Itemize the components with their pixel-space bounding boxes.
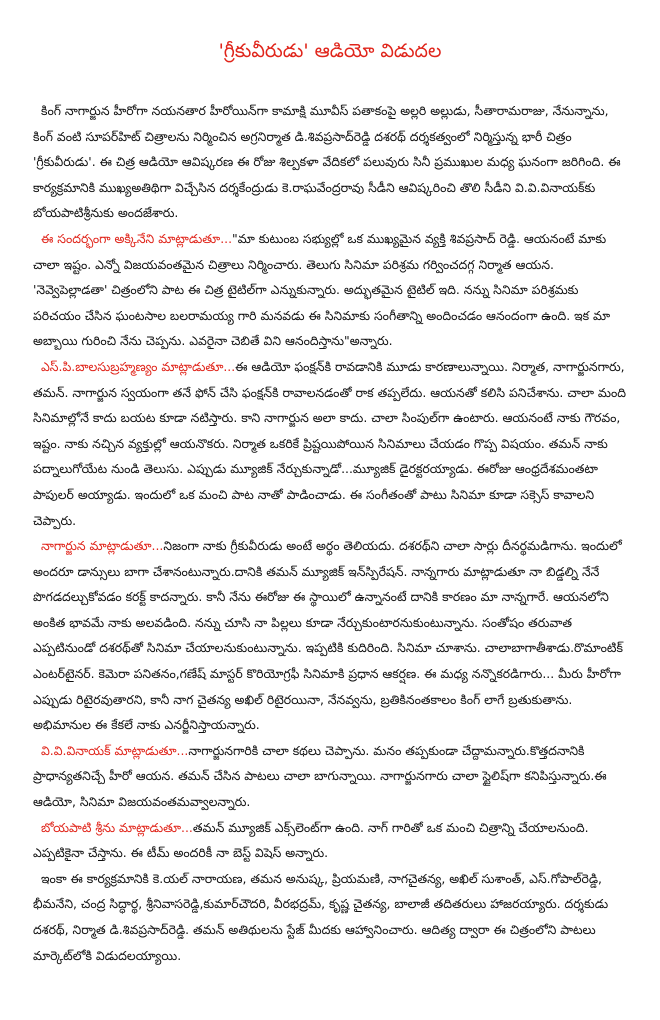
paragraph-text: నిజంగా నాకు గ్రీకువీరుడు అంటే అర్థం తెలియదు. దశరథ్‌ని చాలా సార్లు దీనర్థమడిగాను. ఇందులో అందరూ డాన్సులు బాగా చేశానంటున్నారు.దానికి తమన్ మ్యూజిక్ ఇన్‌స్పిరేషన్. నాన్నగారు మాట్లాడుతూ నా బిడ్డల్ని నేనే పొగడదల్చుకోవడం కరక్ట్ కాదన్నారు. కానీ నేను ఈరోజు ఈ స్థాయిలో ఉన్నానంటే దానికి కారణం మా నాన్నగారే. ఆయనలోని అంకిత భావమే నాకు అలవడింది. నన్ను చూసి నా పిల్లలు కూడా నేర్చుకుంటారనుకుంటున్నాను. సంతోషం తరువాత ఎప్పటినుండో దశరథ్‌తో సినిమా చేయాలనుకుంటున్నాను. ఇప్పటికి కుదిరింది. సినిమా చూశాను. చాలాబాగాతీశాడు.రొమాంటిక్ ఎంటర్‌టైనర్. కెమెరా పనితనం,గణేష్ మాస్టర్ కొరియోగ్రఫీ సినిమాకి ప్రధాన ఆకర్షణ. ఈ మధ్య నన్నొకరడిగారు... మీరు హీరోగా ఎప్పుడు రిటైరవుతారని, కానీ నాగ చైతన్య అఖిల్ రిటైరయినా, నేనవ్వను, బ్రతికినంతకాలం కింగ్ లాగే బ్రతుకుతాను. అభిమానుల ఈ కేకలే నాకు ఎనర్జీనిస్తాయన్నారు.: [33, 538, 623, 733]
paragraph-text: "మా కుటుంబ సభ్యుల్లో ఒక ముఖ్యమైన వ్యక్తి శివప్రసాద్ రెడ్డి. ఆయనంటే మాకు చాలా ఇష్టం. ఎన్నో విజయవంతమైన చిత్రాలు నిర్మించారు. తెలుగు సినిమా పరిశ్రమ గర్వించదగ్గ నిర్మాత ఆయన. 'నెవ్వెపెల్లాడతా' చిత్రంలోని పాట ఈ చిత్ర టైటిల్‌గా ఎన్నుకున్నారు. అద్భుతమైన టైటిల్ ఇది. నన్ను సినిమా పరిశ్రమకు పరిచయం చేసిన ఘంటసాల బలరామయ్య గారి మనవడు ఈ సినిమాకు సంగీతాన్ని అందించడం ఆనందంగా ఉంది. ఇక మా అబ్బాయి గురించి నేను చెప్పను. ఎవరైనా చెబితే విని ఆనందిస్తాను"అన్నారు.: [33, 230, 611, 349]
paragraph-text: తమన్ మ్యూజిక్ ఎక్స్‌లెంట్‌గా ఉంది. నాగ్ గారితో ఒక మంచి చిత్రాన్ని చేయాలనుంది. ఎప్పటికైనా చేస్తాను. ఈ టీమ్ అందరికీ నా బెస్ట్ విషెస్ అన్నారు.: [33, 819, 589, 861]
article-title: 'గ్రీకువీరుడు' ఆడియో విడుదల: [218, 40, 442, 62]
paragraph-vinayak: [33, 738, 629, 815]
speaker-label: నాగార్జున మాట్లాడుతూ...: [41, 538, 164, 554]
paragraph-text: కింగ్ నాగార్జున హీరోగా నయనతార హీరోయిన్‌గా కామాక్షి మూవీస్ పతాకంపై అల్లరి అల్లుడు, సీతారామరాజు, నేనున్నాను, కింగ్ వంటి సూపర్‌హిట్ చిత్రాలను నిర్మించిన అగ్రనిర్మాత డి.శివప్రసాద్‌రెడ్డి దశరథ్ దర్శకత్వంలో నిర్మిస్తున్న భారీ చిత్రం 'గ్రీకువీరుడు'. ఈ చిత్ర ఆడియో ఆవిష్కరణ ఈ రోజు శిల్పకళా వేదికలో పలువురు సినీ ప్రముఖుల మధ్య ఘనంగా జరిగింది. ఈ కార్యక్రమానికి ముఖ్యఅతిథిగా విచ్చేసిన దర్శకేంద్రుడు కె.రాఘవేంద్రరావు సీడీని ఆవిష్కరించి తొలి సీడీని వి.వి.వినాయక్‌కు బోయపాటిశ్రీనుకు అందజేశారు.: [33, 103, 621, 221]
paragraph-spb: [33, 354, 629, 533]
article-body: [33, 98, 629, 968]
paragraph-intro: [33, 98, 629, 226]
paragraph-attendees: [33, 866, 629, 968]
paragraph-text: ఈ ఆడియో ఫంక్షన్‌కి రావడానికి మూడు కారణాలున్నాయి. నిర్మాత, నాగార్జునగారు, తమన్. నాగార్జున స్వయంగా తనే ఫోన్ చేసి ఫంక్షన్‌కి రావాలనడంతో రాక తప్పలేదు. ఆయనతో కలిసి పనిచేశాను. చాలా మంది సినిమాల్లోనే కాదు బయట కూడా నటిస్తారు. కాని నాగార్జున అలా కాదు. చాలా సింపుల్‌గా ఉంటారు. ఆయనంటే నాకు గౌరవం, ఇష్టం. నాకు నచ్చిన వ్యక్తుల్లో ఆయనొకరు. నిర్మాత ఒకరికే ప్రిష్టయిపోయిన సినిమాలు చేయడం గొప్ప విషయం. తమన్ నాకు పద్నాలుగోయేట నుండి తెలుసు. ఎప్పుడు మ్యూజిక్ నేర్చుకున్నాడో...మ్యూజిక్ డైరక్టరయ్యాడు. ఈరోజు ఆంధ్రదేశమంతటా పాపులర్ అయ్యాడు. ఇందులో ఒక మంచి పాట నాతో పాడించాడు. ఈ సంగీతంతో పాటు సినిమా కూడా సక్సెస్ కావాలని చెప్పారు.: [33, 358, 626, 528]
paragraph-akkineni: [33, 226, 629, 354]
paragraph-boyapati: [33, 815, 629, 866]
speaker-label: ఎస్.పి.బాలసుబ్రహ్మణ్యం మాట్లాడుతూ...: [41, 358, 236, 374]
speaker-label: ఈ సందర్భంగా అక్కినేని మాట్లాడుతూ...: [41, 230, 233, 246]
paragraph-text: నాగార్జునగారికి చాలా కథలు చెప్పాను. మనం తప్పకుండా చేద్దామన్నారు.కొత్తదనానికి ప్రాధాన్యతనిచ్చే హీరో ఆయన. తమన్ చేసిన పాటలు చాలా బాగున్నాయి. నాగార్జునగారు చాలా స్టైలిష్‌గా కనిపిస్తున్నారు.ఈ ఆడియో, సినిమా విజయవంతమవ్వాలన్నారు.: [33, 742, 607, 810]
paragraph-text: ఇంకా ఈ కార్యక్రమానికి కె.యల్ నారాయణ, తమన అనుష్క, ప్రియమణి, నాగచైతన్య, అఖిల్ సుశాంత్, ఎస్.గోపాల్‌రెడ్డి, భీమనేని, చంద్ర సిద్ధార్థ, శ్రీనివాసరెడ్డి,కుమార్‌చౌదరి, వీరభద్రమ్, కృష్ణ చైతన్య, బాలాజీ తదితరులు హాజరయ్యారు. దర్శకుడు దశరథ్, నిర్మాత డి.శివప్రసాద్‌రెడ్డి. తమన్ అతిథులను స్టేజ్ మీదకు ఆహ్వానించారు. ఆదిత్య ద్వారా ఈ చిత్రంలోని పాటలు మార్కెట్‌లోకి విడుదలయ్యాయి.: [33, 870, 609, 963]
paragraph-nagarjuna: [33, 533, 629, 738]
speaker-label: బోయపాటి శ్రీను మాట్లాడుతూ...: [41, 819, 193, 835]
speaker-label: వి.వి.వినాయక్ మాట్లాడుతూ...: [41, 742, 189, 758]
